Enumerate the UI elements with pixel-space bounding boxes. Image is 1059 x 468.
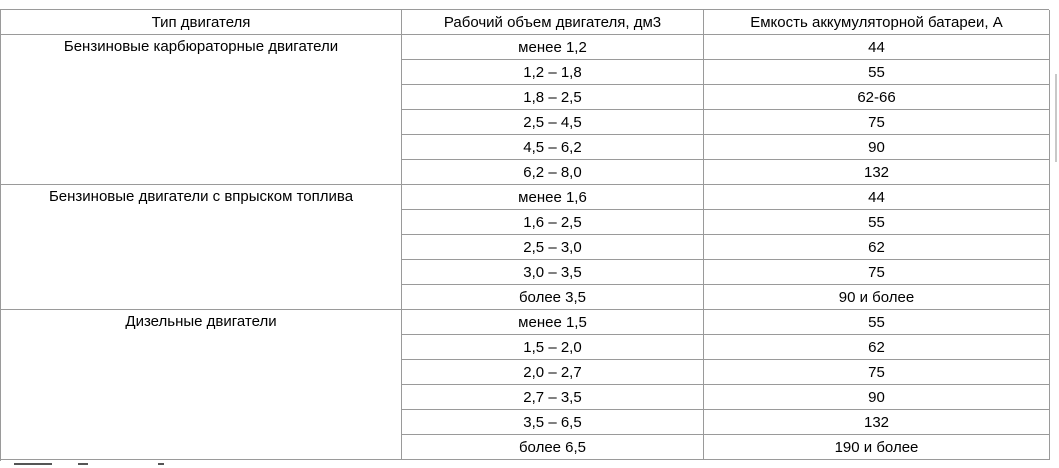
header-engine-type: Тип двигателя (1, 10, 402, 35)
header-battery-capacity: Емкость аккумуляторной батареи, А (704, 10, 1050, 35)
volume-cell: 4,5 – 6,2 (402, 135, 704, 160)
capacity-cell: 90 и более (704, 285, 1050, 310)
capacity-cell: 190 и более (704, 435, 1050, 460)
capacity-cell: 75 (704, 360, 1050, 385)
capacity-cell: 132 (704, 160, 1050, 185)
cropped-text-fragment (0, 463, 200, 468)
volume-cell: менее 1,6 (402, 185, 704, 210)
capacity-cell: 90 (704, 135, 1050, 160)
engine-type-cell: Дизельные двигатели (1, 310, 402, 460)
volume-cell: менее 1,2 (402, 35, 704, 60)
volume-cell: 1,2 – 1,8 (402, 60, 704, 85)
capacity-cell: 62 (704, 235, 1050, 260)
volume-cell: 2,7 – 3,5 (402, 385, 704, 410)
volume-cell: 3,0 – 3,5 (402, 260, 704, 285)
capacity-cell: 75 (704, 260, 1050, 285)
capacity-cell: 132 (704, 410, 1050, 435)
volume-cell: более 3,5 (402, 285, 704, 310)
capacity-cell: 44 (704, 35, 1050, 60)
header-engine-volume: Рабочий объем двигателя, дм3 (402, 10, 704, 35)
capacity-cell: 55 (704, 310, 1050, 335)
scrollbar-fragment (1055, 74, 1057, 162)
volume-cell: 2,0 – 2,7 (402, 360, 704, 385)
volume-cell: 1,6 – 2,5 (402, 210, 704, 235)
volume-cell: 3,5 – 6,5 (402, 410, 704, 435)
volume-cell: более 6,5 (402, 435, 704, 460)
volume-cell: 2,5 – 4,5 (402, 110, 704, 135)
capacity-cell: 90 (704, 385, 1050, 410)
engine-type-cell: Бензиновые карбюраторные двигатели (1, 35, 402, 185)
capacity-cell: 62-66 (704, 85, 1050, 110)
engine-type-cell: Бензиновые двигатели с впрыском топлива (1, 185, 402, 310)
volume-cell: 2,5 – 3,0 (402, 235, 704, 260)
volume-cell: 6,2 – 8,0 (402, 160, 704, 185)
battery-capacity-table (0, 9, 1049, 461)
capacity-cell: 55 (704, 210, 1050, 235)
volume-cell: менее 1,5 (402, 310, 704, 335)
capacity-cell: 75 (704, 110, 1050, 135)
capacity-cell: 55 (704, 60, 1050, 85)
capacity-cell: 44 (704, 185, 1050, 210)
capacity-cell: 62 (704, 335, 1050, 360)
volume-cell: 1,5 – 2,0 (402, 335, 704, 360)
volume-cell: 1,8 – 2,5 (402, 85, 704, 110)
